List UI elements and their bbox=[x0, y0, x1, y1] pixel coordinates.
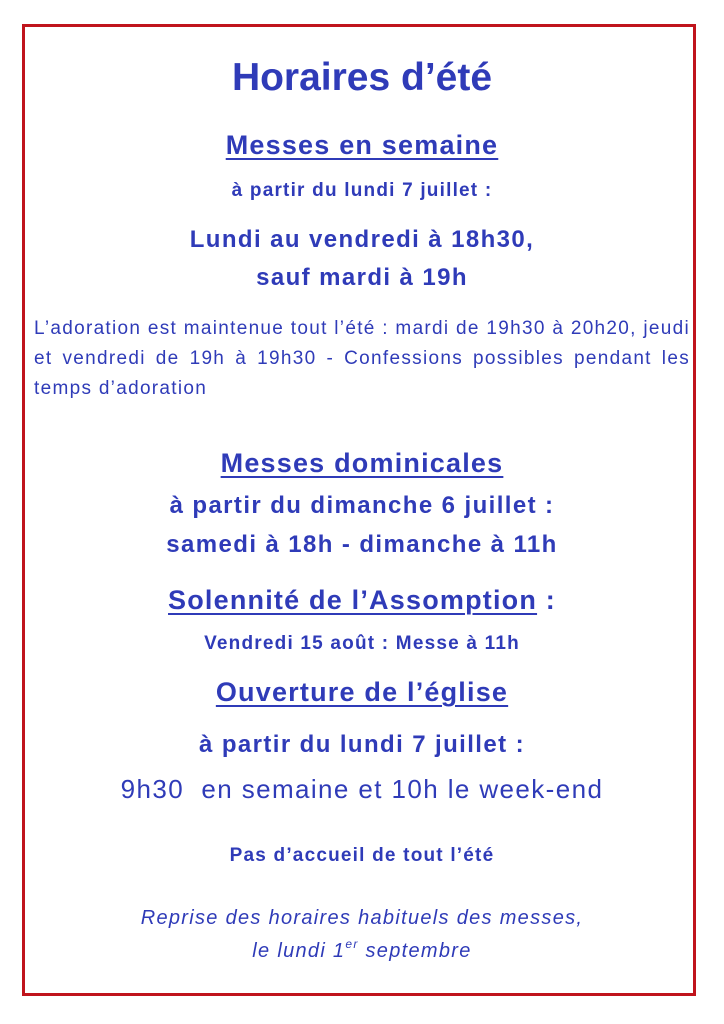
weekday-heading-text: Messes en semaine bbox=[225, 130, 499, 160]
assumption-heading-suffix: : bbox=[537, 585, 556, 615]
church-from: à partir du lundi 7 juillet : bbox=[199, 731, 525, 758]
resume-line2-prefix: le lundi 1 bbox=[252, 940, 346, 962]
assumption-detail: Vendredi 15 août : Messe à 11h bbox=[204, 633, 520, 654]
assumption-heading bbox=[0, 585, 724, 616]
page-title: Horaires d’été bbox=[231, 56, 493, 99]
assumption-heading-text: Solennité de l’Assomption bbox=[168, 585, 538, 615]
resume-line1: Reprise des horaires habituels des messes, bbox=[140, 907, 584, 929]
weekday-schedule-line1: Lundi au vendredi à 18h30, bbox=[189, 226, 535, 253]
resume-line2-sup: er bbox=[345, 937, 359, 951]
adoration-note: L’adoration est maintenue tout l’été : mardi de 19h30 à 20h20, jeudi et vendredi de 19h à 19h30 - Confessions possibles pendant les temps d’adoration bbox=[34, 318, 690, 399]
sunday-heading-text: Messes dominicales bbox=[220, 448, 504, 478]
sunday-from: à partir du dimanche 6 juillet : bbox=[169, 492, 555, 519]
church-hours: 9h30 en semaine et 10h le week-end bbox=[120, 774, 604, 804]
weekday-schedule-line2: sauf mardi à 19h bbox=[256, 264, 468, 291]
resume-line2 bbox=[0, 937, 724, 963]
weekday-from: à partir du lundi 7 juillet : bbox=[231, 180, 493, 201]
no-welcome-note: Pas d’accueil de tout l’été bbox=[229, 845, 495, 866]
sunday-heading bbox=[0, 448, 724, 479]
weekday-heading bbox=[0, 130, 724, 161]
resume-line2-suffix: septembre bbox=[358, 940, 472, 962]
church-heading-text: Ouverture de l’église bbox=[215, 677, 509, 707]
sunday-schedule: samedi à 18h - dimanche à 11h bbox=[166, 531, 558, 558]
church-heading bbox=[0, 677, 724, 708]
